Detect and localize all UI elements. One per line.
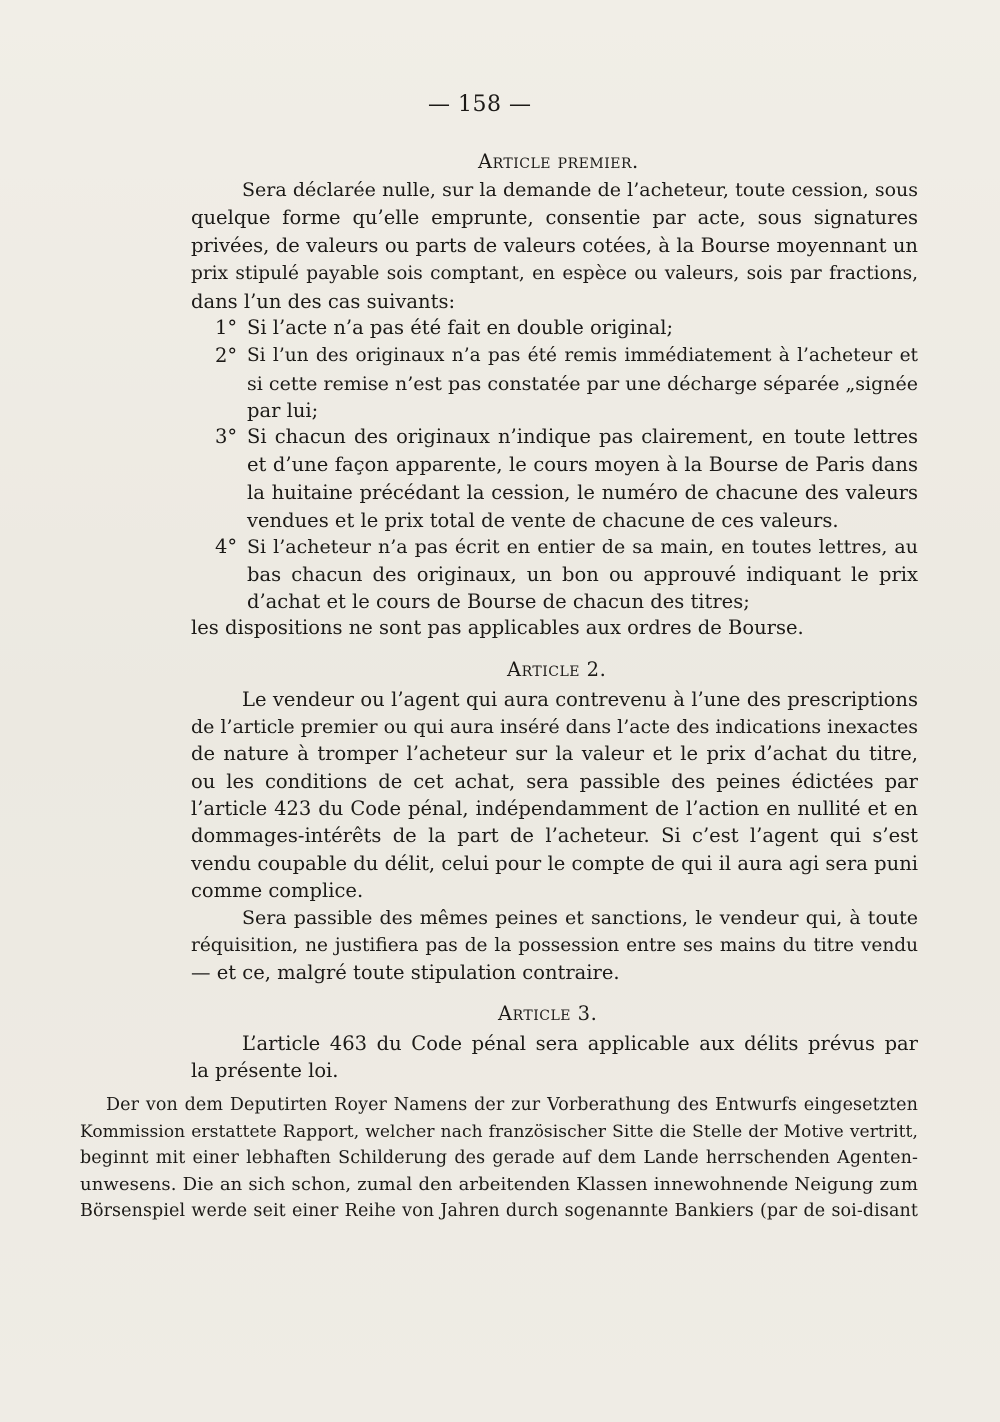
article-heading: Article 2. xyxy=(507,658,607,681)
text-line: privées, de valeurs ou parts de valeurs cotées, à la Bourse moyennant un xyxy=(191,234,918,257)
list-item-number: 1° xyxy=(215,316,238,339)
text-line: ou les conditions de cet achat, sera passible des peines édictées par xyxy=(191,770,918,793)
text-line: — et ce, malgré toute stipulation contraire. xyxy=(191,961,620,984)
list-item-text: Si l’un des originaux n’a pas été remis immédiatement à l’acheteur et xyxy=(247,345,918,366)
list-item-text: Si l’acheteur n’a pas écrit en entier de sa main, en toutes lettres, au xyxy=(247,536,918,558)
text-line: dans l’un des cas suivants: xyxy=(191,290,456,313)
text-line: les dispositions ne sont pas applicables aux ordres de Bourse. xyxy=(191,616,804,639)
german-text-line: Der von dem Deputirten Royer Namens der zur Vorberathung des Entwurfs eingesetzten xyxy=(106,1095,918,1115)
list-item-text: et d’une façon apparente, le cours moyen à la Bourse de Paris dans xyxy=(247,453,918,476)
list-item-number: 2° xyxy=(215,344,238,367)
text-line: l’article 423 du Code pénal, indépendamment de l’action en nullité et en xyxy=(191,797,918,820)
list-item-text: si cette remise n’est pas constatée par une décharge séparée „signée xyxy=(247,373,918,395)
text-line: la présente loi. xyxy=(191,1059,339,1082)
text-line: prix stipulé payable sois comptant, en espèce ou valeurs, sois par fractions, xyxy=(191,263,918,284)
list-item-number: 3° xyxy=(215,425,238,448)
german-text-line: Börsenspiel werde seit einer Reihe von Jahren durch sogenannte Bankiers (par de soi-disant xyxy=(80,1201,918,1221)
text-line: Sera déclarée nulle, sur la demande de l’acheteur, toute cession, sous xyxy=(242,179,918,201)
text-line: de l’article premier ou qui aura inséré dans l’acte des indications inexactes xyxy=(191,716,918,738)
list-item-text: vendues et le prix total de vente de chacune de ces valeurs. xyxy=(247,509,839,532)
text-line: vendu coupable du délit, celui pour le compte de qui il aura agi sera puni xyxy=(191,852,918,875)
text-line: L’article 463 du Code pénal sera applicable aux délits prévus par xyxy=(242,1032,918,1055)
german-text-line: Kommission erstattete Rapport, welcher nach französischer Sitte die Stelle der Motive vertritt, xyxy=(80,1122,918,1142)
page-number: — 158 — xyxy=(428,92,532,117)
text-line: Le vendeur ou l’agent qui aura contrevenu à l’une des prescriptions xyxy=(242,688,918,711)
text-line: dommages-intérêts de la part de l’acheteur. Si c’est l’agent qui s’est xyxy=(191,824,918,847)
list-item-text: la huitaine précédant la cession, le numéro de chacune des valeurs xyxy=(247,481,918,504)
list-item-text: Si l’acte n’a pas été fait en double original; xyxy=(247,316,674,339)
list-item-text: d’achat et le cours de Bourse de chacun des titres; xyxy=(247,590,750,613)
text-line: quelque forme qu’elle emprunte, consentie par acte, sous signatures xyxy=(191,206,918,229)
list-item-number: 4° xyxy=(215,535,238,558)
german-text-line: beginnt mit einer lebhaften Schilderung des gerade auf dem Lande herrschenden Agenten- xyxy=(80,1148,918,1168)
text-line: comme complice. xyxy=(191,879,364,902)
list-item-text: Si chacun des originaux n’indique pas clairement, en toute lettres xyxy=(247,425,918,448)
text-line: Sera passible des mêmes peines et sanctions, le vendeur qui, à toute xyxy=(242,907,918,929)
article-heading: Article 3. xyxy=(498,1002,598,1025)
german-text-line: unwesens. Die an sich schon, zumal den arbeitenden Klassen innewohnende Neigung zum xyxy=(80,1174,918,1195)
list-item-text: bas chacun des originaux, un bon ou approuvé indiquant le prix xyxy=(247,563,918,586)
text-line: de nature à tromper l’acheteur sur la valeur et le prix d’achat du titre, xyxy=(191,742,918,765)
text-line: réquisition, ne justifiera pas de la possession entre ses mains du titre vendu xyxy=(191,935,918,956)
list-item-text: par lui; xyxy=(247,399,319,422)
article-heading: Article premier. xyxy=(478,150,639,173)
